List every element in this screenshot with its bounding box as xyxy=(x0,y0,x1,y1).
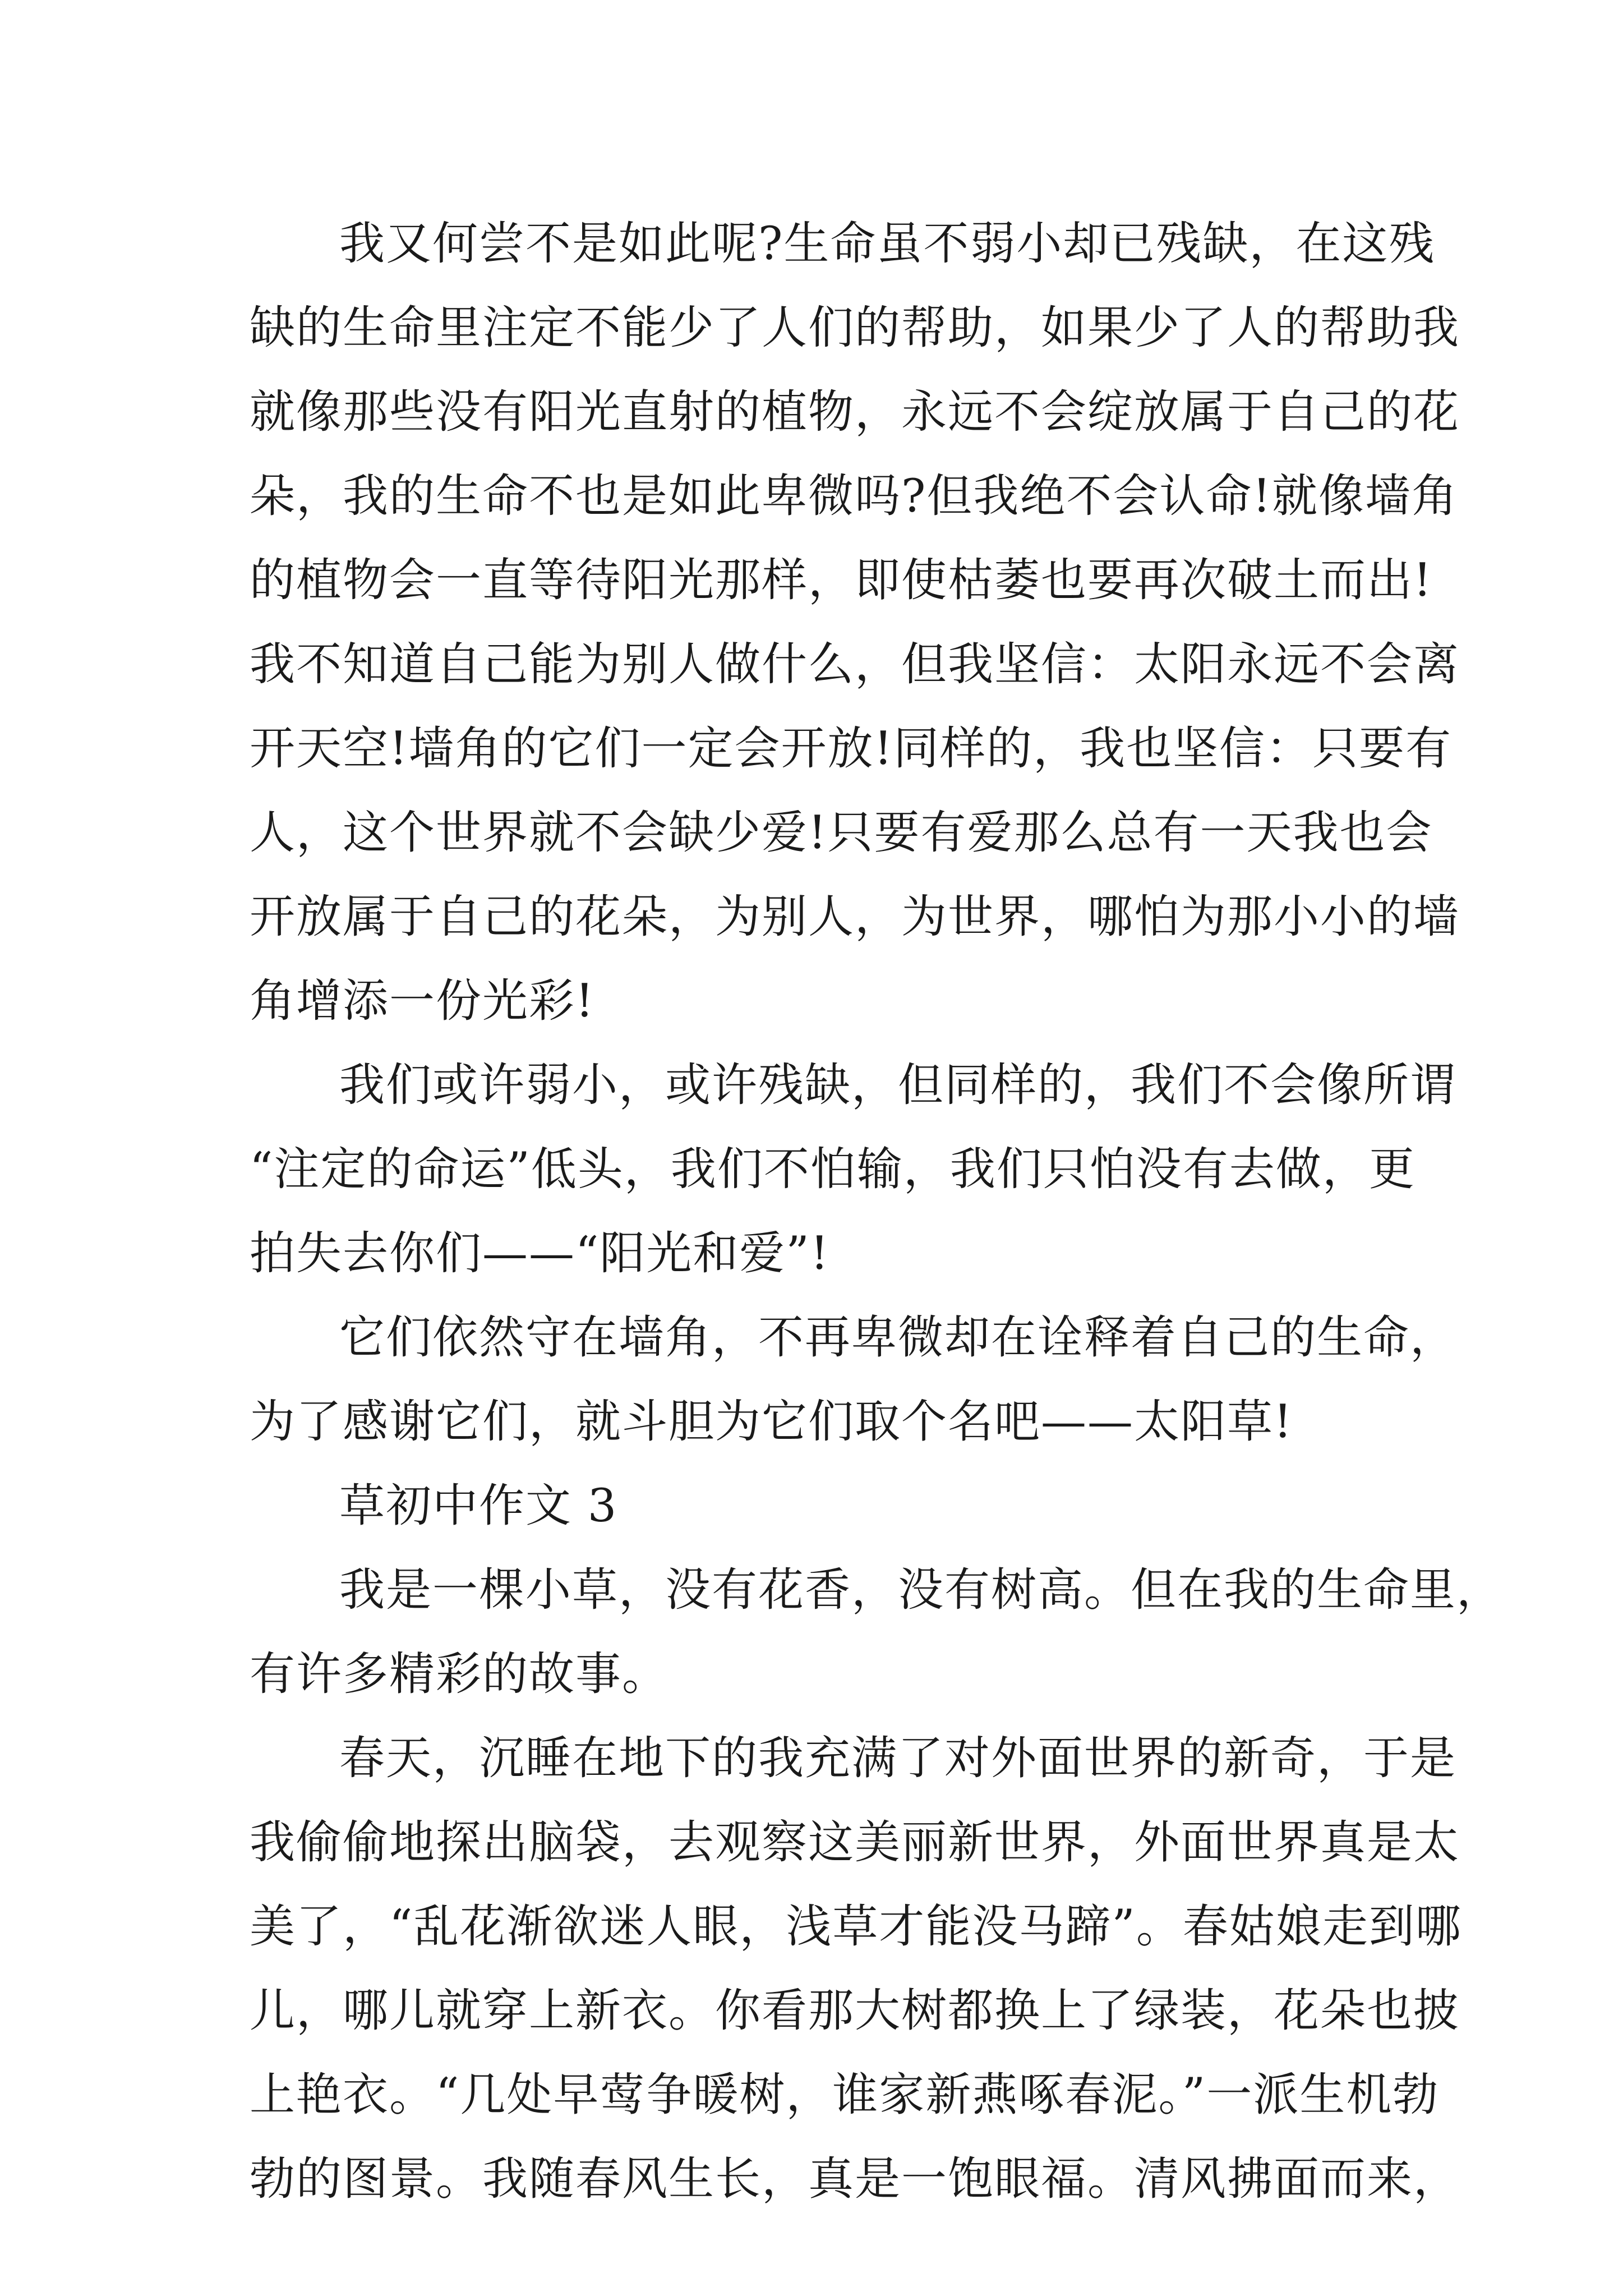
text-line: “注定的命运”低头，我们不怕输，我们只怕没有去做，更 xyxy=(250,1143,1415,1196)
text-line: 就像那些没有阳光直射的植物，永远不会绽放属于自己的花 xyxy=(250,386,1460,439)
text-line: 它们依然守在墙角，不再卑微却在诠释着自己的生命， xyxy=(339,1312,1457,1364)
text-line: 美了，“乱花渐欲迷人眼，浅草才能没马蹄”。春姑娘走到哪 xyxy=(250,1901,1462,1953)
text-line: 为了感谢它们，就斗胆为它们取个名吧——太阳草! xyxy=(250,1396,1293,1448)
text-line: 有许多精彩的故事。 xyxy=(250,1648,669,1701)
text-line: 缺的生命里注定不能少了人们的帮助，如果少了人的帮助我 xyxy=(250,302,1460,355)
text-line: 的植物会一直等待阳光那样，即使枯萎也要再次破土而出! xyxy=(250,554,1433,607)
text-line: 我是一棵小草，没有花香，没有树高。但在我的生命里， xyxy=(339,1564,1504,1617)
text-line: 我不知道自己能为别人做什么，但我坚信：太阳永远不会离 xyxy=(250,638,1460,691)
section-heading: 草初中作文 3 xyxy=(339,1480,618,1533)
text-line: 角增添一份光彩! xyxy=(250,975,595,1028)
text-line: 我又何尝不是如此呢?生命虽不弱小却已残缺，在这残 xyxy=(339,218,1436,270)
text-line: 开放属于自己的花朵，为别人，为世界，哪怕为那小小的墙 xyxy=(250,891,1460,944)
text-line: 儿，哪儿就穿上新衣。你看那大树都换上了绿装，花朵也披 xyxy=(250,1985,1460,2037)
text-line: 人，这个世界就不会缺少爱!只要有爱那么总有一天我也会 xyxy=(250,807,1433,859)
text-line: 勃的图景。我随春风生长，真是一饱眼福。清风拂面而来， xyxy=(250,2153,1460,2206)
text-line: 拍失去你们——“阳光和爱”! xyxy=(250,1227,830,1280)
text-line: 开天空!墙角的它们一定会开放!同样的，我也坚信：只要有 xyxy=(250,723,1453,775)
text-line: 我们或许弱小，或许残缺，但同样的，我们不会像所谓 xyxy=(339,1059,1457,1112)
text-line: 春天，沉睡在地下的我充满了对外面世界的新奇，于是 xyxy=(339,1732,1457,1785)
text-line: 上艳衣。“几处早莺争暖树，谁家新燕啄春泥。”一派生机勃 xyxy=(250,2069,1440,2122)
text-line: 我偷偷地探出脑袋，去观察这美丽新世界，外面世界真是太 xyxy=(250,1816,1460,1869)
text-line: 朵，我的生命不也是如此卑微吗?但我绝不会认命!就像墙角 xyxy=(250,470,1458,523)
